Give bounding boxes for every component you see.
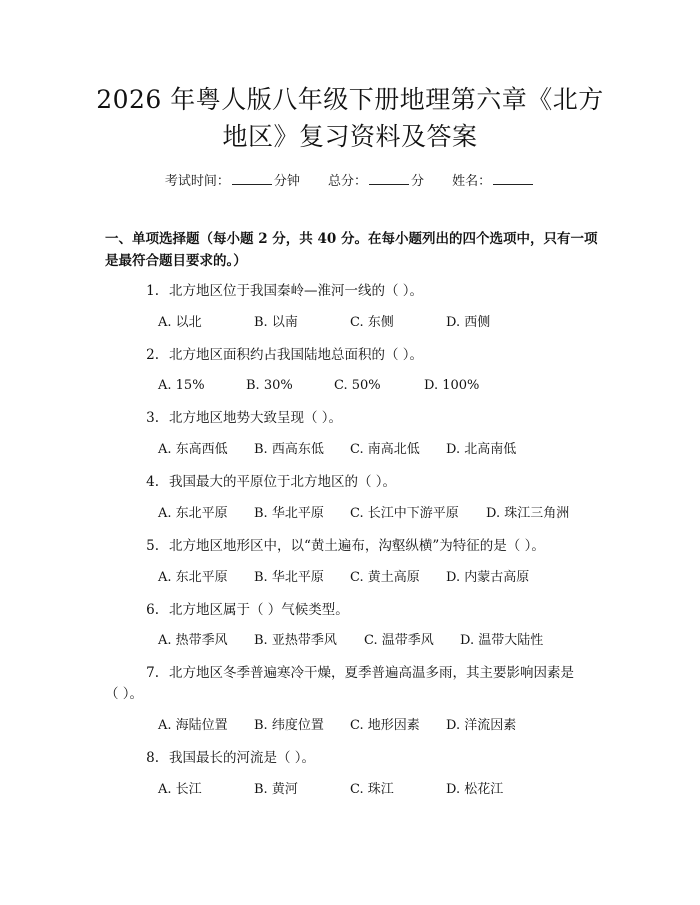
option-a[interactable]: A. 东北平原 bbox=[158, 570, 228, 585]
option-b[interactable]: B. 以南 bbox=[254, 315, 298, 330]
option-d[interactable]: D. 珠江三角洲 bbox=[486, 506, 570, 521]
exam-time bbox=[165, 170, 300, 189]
question-text: 北方地区冬季普遍寒冷干燥，夏季普遍高温多雨，其主要影响因素是 bbox=[169, 665, 574, 681]
time-blank bbox=[232, 172, 272, 185]
question-text: 北方地区位于我国秦岭—淮河一线的（ ）。 bbox=[169, 283, 424, 299]
option-a[interactable]: A. 以北 bbox=[158, 315, 202, 330]
question-4 bbox=[105, 472, 605, 492]
question-text: 北方地区地形区中，以“黄土遍布，沟壑纵横”为特征的是（ ）。 bbox=[169, 538, 545, 554]
option-b[interactable]: B. 西高东低 bbox=[254, 442, 324, 457]
question-number: 2. bbox=[146, 347, 159, 363]
section-heading-line-1: 一、单项选择题（每小题 2 分，共 40 分。在每小题列出的四个选项中，只有一项 bbox=[105, 231, 598, 247]
question-7 bbox=[105, 663, 605, 683]
question-8 bbox=[105, 748, 605, 768]
question-3 bbox=[105, 408, 605, 428]
question-number: 7. bbox=[146, 665, 159, 681]
name-label: 姓名： bbox=[452, 174, 492, 189]
question-text: 我国最长的河流是（ ）。 bbox=[169, 750, 316, 766]
time-label: 考试时间： bbox=[164, 174, 230, 189]
option-a[interactable]: A. 东北平原 bbox=[158, 506, 228, 521]
score-blank bbox=[369, 172, 409, 185]
score-unit: 分 bbox=[411, 174, 425, 189]
question-text: 我国最大的平原位于北方地区的（ ）。 bbox=[169, 474, 397, 490]
question-text-continued: （ ）。 bbox=[105, 686, 144, 702]
option-b[interactable]: B. 亚热带季风 bbox=[254, 633, 337, 648]
option-a[interactable]: A. 长江 bbox=[158, 782, 202, 797]
option-a[interactable]: A. 热带季风 bbox=[158, 633, 228, 648]
option-a[interactable]: A. 15% bbox=[158, 378, 205, 393]
option-c[interactable]: C. 地形因素 bbox=[350, 718, 420, 733]
question-number: 4. bbox=[146, 474, 159, 490]
question-5 bbox=[105, 536, 605, 556]
option-a[interactable]: A. 海陆位置 bbox=[158, 718, 228, 733]
option-b[interactable]: B. 黄河 bbox=[254, 782, 298, 797]
option-b[interactable]: B. 30% bbox=[246, 378, 293, 393]
question-text: 北方地区面积约占我国陆地总面积的（ ）。 bbox=[169, 347, 424, 363]
time-unit: 分钟 bbox=[273, 174, 300, 189]
option-b[interactable]: B. 华北平原 bbox=[254, 506, 324, 521]
page-title-line-1: 2026 年粤人版八年级下册地理第六章《北方 bbox=[96, 85, 604, 114]
question-number: 5. bbox=[146, 538, 159, 554]
option-b[interactable]: B. 华北平原 bbox=[254, 570, 324, 585]
option-d[interactable]: D. 温带大陆性 bbox=[460, 633, 544, 648]
question-number: 1. bbox=[146, 283, 159, 299]
option-d[interactable]: D. 100% bbox=[424, 378, 480, 393]
question-number: 8. bbox=[146, 750, 159, 766]
option-d[interactable]: D. 内蒙古高原 bbox=[446, 570, 530, 585]
question-6 bbox=[105, 600, 605, 620]
question-text: 北方地区属于（ ）气候类型。 bbox=[169, 602, 349, 618]
question-text: 北方地区地势大致呈现（ ）。 bbox=[169, 410, 343, 426]
question-2 bbox=[105, 345, 605, 365]
score-label: 总分： bbox=[327, 174, 367, 189]
name-blank bbox=[493, 172, 533, 185]
exam-meta bbox=[0, 170, 700, 189]
option-d[interactable]: D. 洋流因素 bbox=[446, 718, 517, 733]
question-7-continuation bbox=[105, 684, 605, 704]
option-b[interactable]: B. 纬度位置 bbox=[254, 718, 324, 733]
option-d[interactable]: D. 松花江 bbox=[446, 782, 504, 797]
total-score bbox=[328, 170, 424, 189]
student-name bbox=[452, 170, 535, 189]
option-c[interactable]: C. 南高北低 bbox=[350, 442, 420, 457]
question-number: 3. bbox=[146, 410, 159, 426]
option-c[interactable]: C. 长江中下游平原 bbox=[350, 506, 459, 521]
question-number: 6. bbox=[146, 602, 159, 618]
option-a[interactable]: A. 东高西低 bbox=[158, 442, 228, 457]
option-c[interactable]: C. 温带季风 bbox=[364, 633, 434, 648]
option-c[interactable]: C. 珠江 bbox=[350, 782, 394, 797]
option-c[interactable]: C. 黄土高原 bbox=[350, 570, 420, 585]
option-c[interactable]: C. 50% bbox=[334, 378, 381, 393]
option-d[interactable]: D. 西侧 bbox=[446, 315, 491, 330]
option-d[interactable]: D. 北高南低 bbox=[446, 442, 517, 457]
page-title-line-2: 地区》复习资料及答案 bbox=[222, 122, 478, 151]
section-heading-line-2: 是最符合题目要求的。） bbox=[105, 253, 247, 269]
question-1 bbox=[105, 281, 605, 301]
option-c[interactable]: C. 东侧 bbox=[350, 315, 394, 330]
